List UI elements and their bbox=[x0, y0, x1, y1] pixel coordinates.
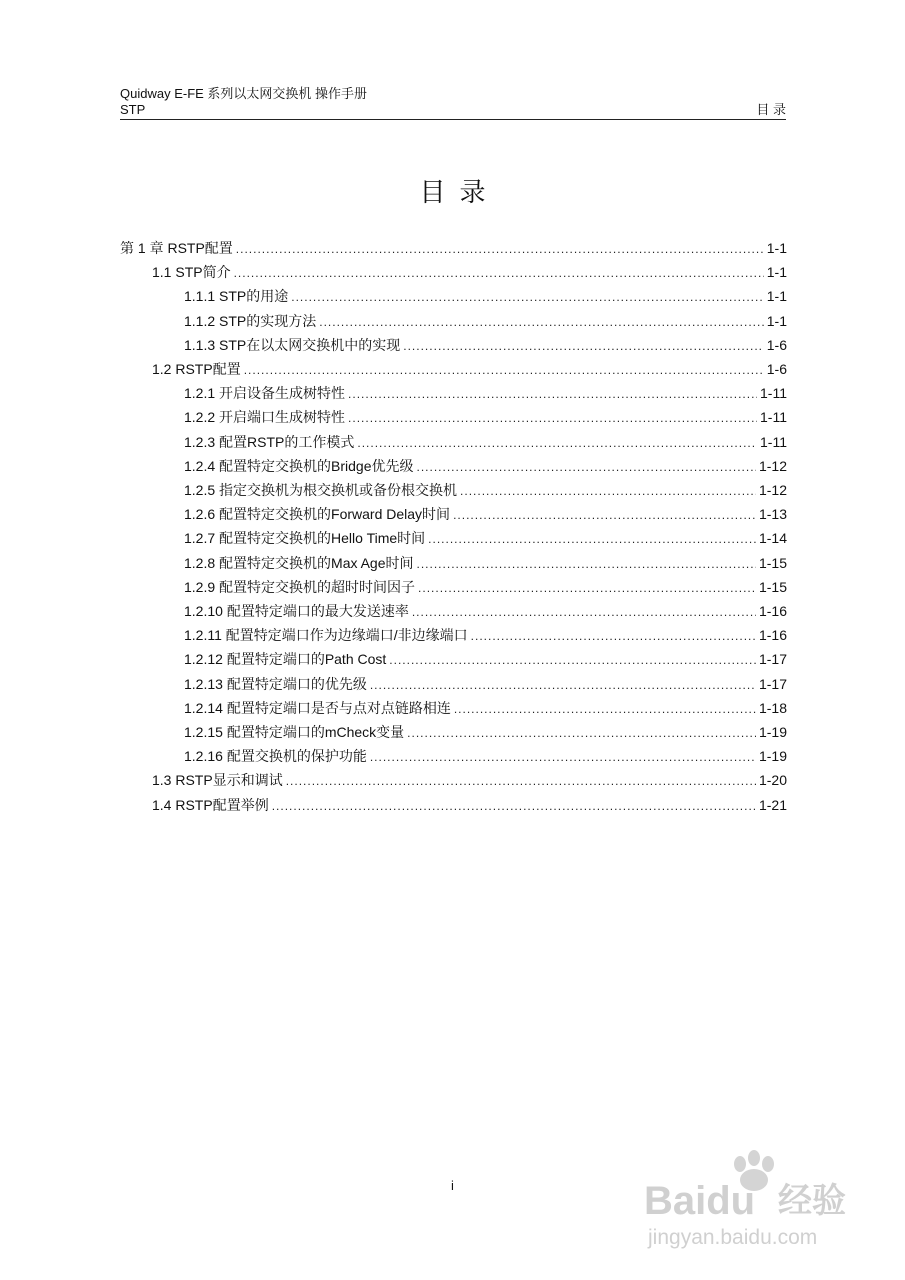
toc-entry[interactable] bbox=[120, 696, 787, 720]
toc-leader-dots bbox=[236, 237, 764, 261]
toc-leader-dots bbox=[244, 358, 764, 382]
toc-entry[interactable] bbox=[120, 720, 787, 744]
toc-entry[interactable] bbox=[120, 381, 787, 405]
toc-entry-page: 1-16 bbox=[758, 627, 787, 644]
toc-entry[interactable] bbox=[120, 768, 787, 792]
toc-entry-label: 1.1 STP简介 bbox=[152, 264, 231, 281]
toc-entry-label: 1.2.3 配置RSTP的工作模式 bbox=[184, 433, 355, 450]
toc-entry-page: 1-17 bbox=[758, 651, 787, 668]
toc-entry-page: 1-1 bbox=[766, 288, 787, 305]
toc-leader-dots bbox=[370, 745, 756, 769]
toc-entry-label: 1.2.10 配置特定端口的最大发送速率 bbox=[184, 603, 409, 619]
toc-entry[interactable] bbox=[120, 793, 787, 817]
toc-entry-page: 1-1 bbox=[766, 240, 787, 256]
toc-entry[interactable] bbox=[120, 575, 787, 599]
toc-entry-page: 1-12 bbox=[758, 482, 787, 498]
toc-leader-dots bbox=[454, 697, 756, 721]
toc-entry-page: 1-12 bbox=[758, 457, 787, 474]
toc-leader-dots bbox=[407, 721, 756, 745]
toc-entry-label: 1.1.3 STP在以太网交换机中的实现 bbox=[184, 336, 401, 353]
toc-entry[interactable] bbox=[120, 647, 787, 671]
toc-leader-dots bbox=[453, 503, 756, 527]
toc-entry-label: 1.2 RSTP配置 bbox=[152, 361, 241, 377]
toc-entry[interactable] bbox=[120, 405, 787, 429]
toc-entry[interactable] bbox=[120, 744, 787, 768]
toc-leader-dots bbox=[272, 794, 756, 818]
toc-entry-page: 1-1 bbox=[766, 312, 787, 329]
toc-entry-label: 1.2.16 配置交换机的保护功能 bbox=[184, 748, 367, 765]
toc-leader-dots bbox=[348, 406, 757, 430]
toc-entry-label: 1.2.4 配置特定交换机的Bridge优先级 bbox=[184, 457, 414, 474]
baidu-jingyan-watermark bbox=[640, 1148, 870, 1258]
toc-entry-label: 1.1.2 STP的实现方法 bbox=[184, 312, 317, 329]
toc-entry[interactable] bbox=[120, 309, 787, 333]
toc-entry-page: 1-11 bbox=[760, 409, 787, 426]
page-number: i bbox=[451, 1178, 454, 1193]
toc-entry[interactable] bbox=[120, 333, 787, 357]
toc-leader-dots bbox=[418, 576, 756, 600]
toc-entry-page: 1-20 bbox=[758, 772, 787, 789]
toc-entry[interactable] bbox=[120, 502, 787, 526]
toc-entry-page: 1-19 bbox=[758, 748, 787, 765]
toc-entry[interactable] bbox=[120, 357, 787, 381]
toc-entry-label: 1.1.1 STP的用途 bbox=[184, 288, 289, 305]
toc-leader-dots bbox=[348, 382, 757, 406]
toc-leader-dots bbox=[291, 285, 764, 309]
running-header bbox=[120, 86, 786, 118]
toc-entry[interactable] bbox=[120, 672, 787, 696]
watermark-brand-cn: 经验 bbox=[778, 1181, 846, 1221]
toc-leader-dots bbox=[357, 431, 757, 455]
toc-entry-page: 1-16 bbox=[758, 603, 787, 619]
toc-leader-dots bbox=[286, 769, 756, 793]
toc-leader-dots bbox=[412, 600, 756, 624]
toc-entry[interactable] bbox=[120, 430, 787, 454]
toc-entry-label: 1.2.6 配置特定交换机的Forward Delay时间 bbox=[184, 506, 451, 523]
toc-entry[interactable] bbox=[120, 599, 787, 623]
toc-entry-page: 1-21 bbox=[758, 796, 787, 813]
toc-leader-dots bbox=[370, 673, 756, 697]
toc-entry-label: 1.2.12 配置特定端口的Path Cost bbox=[184, 651, 387, 668]
toc-entry[interactable] bbox=[120, 284, 787, 308]
toc-entry[interactable] bbox=[120, 260, 787, 284]
toc-leader-dots bbox=[471, 624, 756, 648]
toc-entry-page: 1-17 bbox=[758, 675, 787, 692]
toc-leader-dots bbox=[417, 455, 756, 479]
header-manual-title: Quidway E-FE 系列以太网交换机 操作手册 bbox=[120, 86, 368, 101]
watermark-brand: Baidu bbox=[644, 1179, 756, 1223]
toc-leader-dots bbox=[428, 527, 756, 551]
header-contents-label: 目 录 bbox=[756, 102, 786, 117]
toc-entry-page: 1-19 bbox=[758, 724, 787, 740]
toc-leader-dots bbox=[403, 334, 764, 358]
toc-entry-label: 1.2.7 配置特定交换机的Hello Time时间 bbox=[184, 530, 426, 547]
header-row bbox=[120, 102, 786, 118]
toc-entry-label: 1.2.13 配置特定端口的优先级 bbox=[184, 675, 367, 692]
toc-entry[interactable] bbox=[120, 623, 787, 647]
toc-entry-label: 1.4 RSTP配置举例 bbox=[152, 796, 269, 813]
header-rule bbox=[120, 119, 786, 120]
toc-entry-label: 1.2.8 配置特定交换机的Max Age时间 bbox=[184, 554, 414, 571]
toc-leader-dots bbox=[417, 552, 756, 576]
toc-entry[interactable] bbox=[120, 478, 787, 502]
toc-entry-label: 1.2.5 指定交换机为根交换机或备份根交换机 bbox=[184, 482, 458, 498]
toc-entry[interactable] bbox=[120, 454, 787, 478]
toc-leader-dots bbox=[389, 648, 756, 672]
toc-entry-label: 1.2.2 开启端口生成树特性 bbox=[184, 409, 346, 426]
toc-entry-page: 1-11 bbox=[760, 385, 787, 402]
toc-entry-label: 1.2.11 配置特定端口作为边缘端口/非边缘端口 bbox=[184, 627, 468, 644]
toc-entry-page: 1-11 bbox=[760, 433, 787, 450]
toc-entry-page: 1-1 bbox=[766, 264, 787, 281]
toc-entry-label: 1.2.15 配置特定端口的mCheck变量 bbox=[184, 724, 405, 740]
toc-entry-page: 1-15 bbox=[758, 578, 787, 595]
toc-entry-label: 1.3 RSTP显示和调试 bbox=[152, 772, 283, 789]
toc-entry-label: 1.2.1 开启设备生成树特性 bbox=[184, 385, 346, 402]
toc-leader-dots bbox=[319, 310, 764, 334]
toc-entry-label: 1.2.9 配置特定交换机的超时时间因子 bbox=[184, 578, 416, 595]
toc-entry-label: 第 1 章 RSTP配置 bbox=[120, 240, 233, 256]
toc-entry-label: 1.2.14 配置特定端口是否与点对点链路相连 bbox=[184, 699, 451, 716]
toc-entry-page: 1-13 bbox=[758, 506, 787, 523]
watermark-url: jingyan.baidu.com bbox=[648, 1226, 818, 1249]
header-section: STP bbox=[120, 102, 146, 117]
toc-leader-dots bbox=[460, 479, 756, 503]
toc-leader-dots bbox=[234, 261, 764, 285]
page-title: 目录 bbox=[419, 178, 500, 208]
toc-entry-page: 1-6 bbox=[766, 361, 787, 377]
toc-entry-page: 1-15 bbox=[758, 554, 787, 571]
toc-entry-page: 1-14 bbox=[758, 530, 787, 547]
toc-entry-page: 1-6 bbox=[766, 336, 787, 353]
toc-entry[interactable] bbox=[120, 551, 787, 575]
toc-entry[interactable] bbox=[120, 236, 787, 260]
toc-entry[interactable] bbox=[120, 526, 787, 550]
toc-entry-page: 1-18 bbox=[758, 699, 787, 716]
